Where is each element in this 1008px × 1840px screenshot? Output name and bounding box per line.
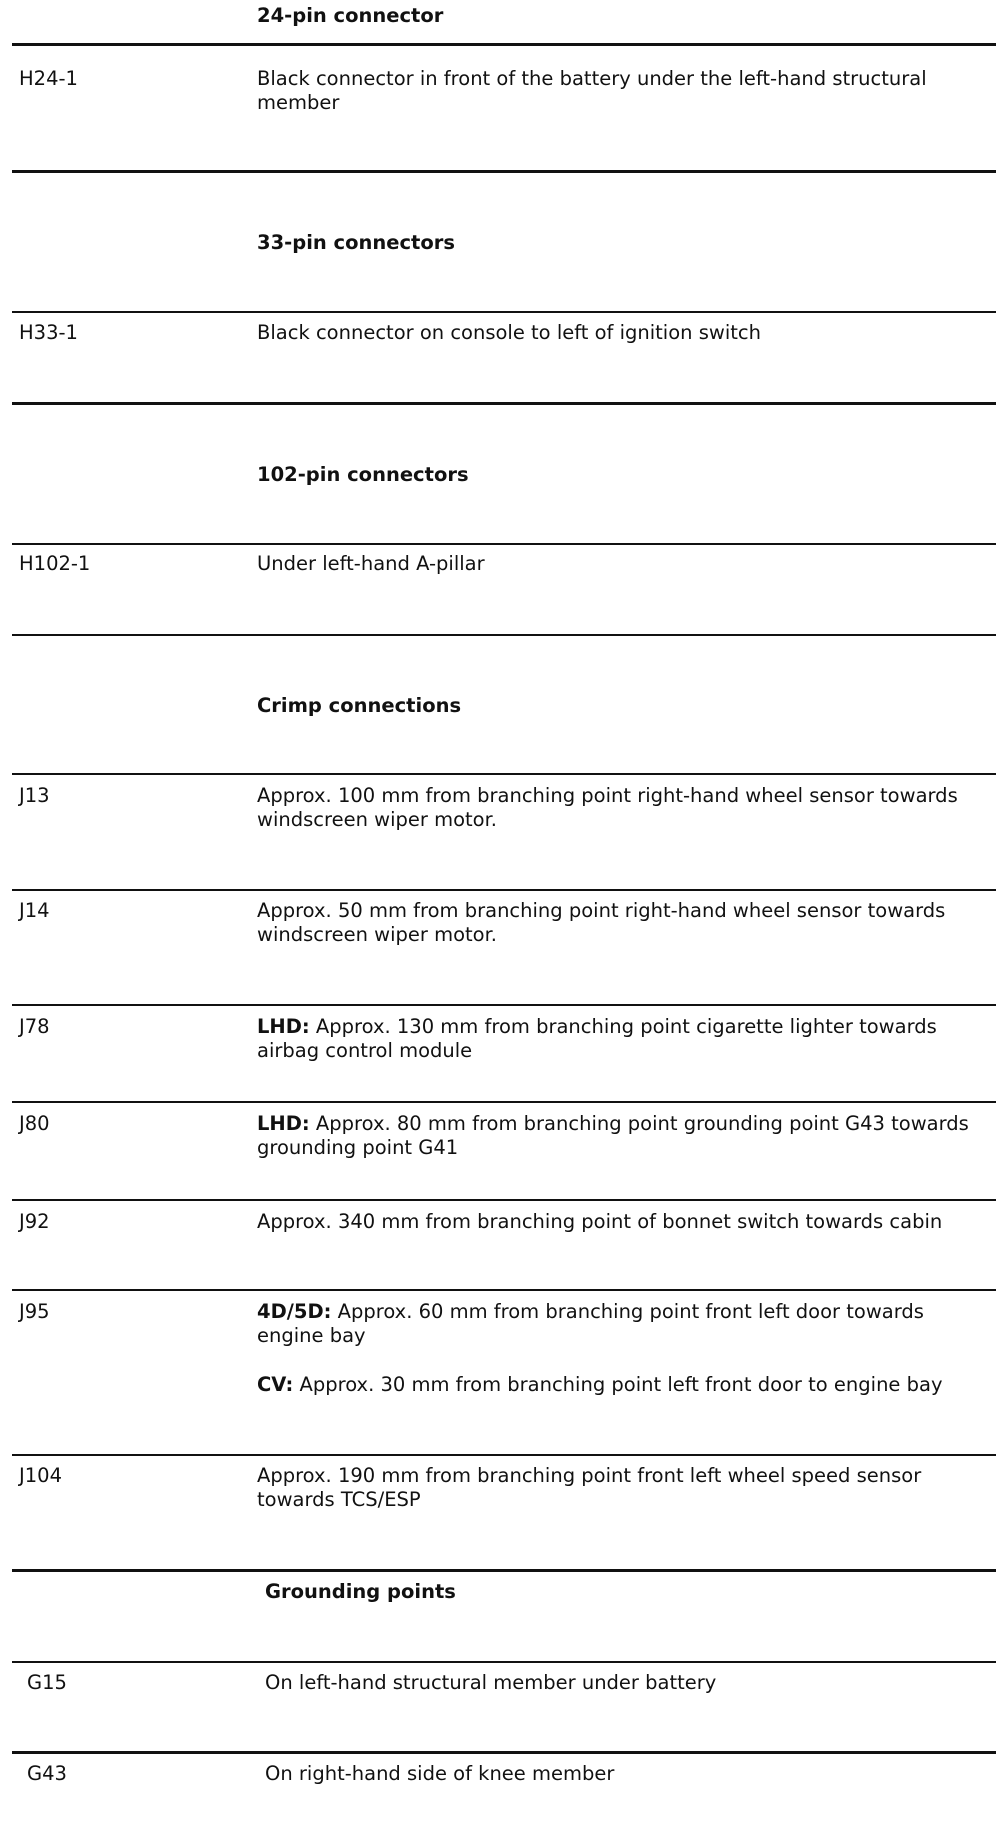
row-desc-j104: Approx. 190 mm from branching point front left wheel speed sensor towards TCS/ESP <box>257 1464 922 1511</box>
row-code-j92: J92 <box>19 1210 50 1233</box>
row-desc-text: Approx. 30 mm from branching point left front door to engine bay <box>293 1373 943 1396</box>
row-desc-h102-1: Under left-hand A-pillar <box>257 552 485 575</box>
row-desc-j13: Approx. 100 mm from branching point right-hand wheel sensor towards windscreen wiper motor. <box>257 784 958 831</box>
row-desc-g15: On left-hand structural member under battery <box>265 1671 717 1694</box>
table-divider <box>12 1751 996 1754</box>
row-code-j95: J95 <box>19 1300 50 1323</box>
row-code-h33-1: H33-1 <box>19 321 78 344</box>
table-divider <box>12 170 996 173</box>
row-prefix-lhd: LHD: <box>257 1112 310 1135</box>
row-desc-text: Approx. 60 mm from branching point front left door towards engine bay <box>257 1300 924 1347</box>
row-desc-h33-1: Black connector on console to left of ignition switch <box>257 321 761 344</box>
row-prefix-cv: CV: <box>257 1373 294 1396</box>
row-desc-j95 <box>257 1300 992 1397</box>
table-divider <box>12 1569 996 1572</box>
row-code-j13: J13 <box>19 784 50 807</box>
row-prefix-4d5d: 4D/5D: <box>257 1300 332 1323</box>
row-desc-j78 <box>257 1015 992 1063</box>
row-code-j104: J104 <box>19 1464 62 1487</box>
section-heading-grounding: Grounding points <box>265 1580 456 1603</box>
table-divider <box>12 402 996 405</box>
table-divider <box>12 1004 996 1006</box>
row-desc-text: Approx. 130 mm from branching point cigarette lighter towards airbag control module <box>257 1015 937 1062</box>
section-heading-crimp: Crimp connections <box>257 694 462 717</box>
row-code-h24-1: H24-1 <box>19 67 78 90</box>
table-divider <box>12 1199 996 1201</box>
table-divider <box>12 1661 996 1663</box>
row-desc-j14: Approx. 50 mm from branching point right-hand wheel sensor towards windscreen wiper motor. <box>257 899 946 946</box>
section-heading-33-pin: 33-pin connectors <box>257 231 455 254</box>
table-divider <box>12 1101 996 1103</box>
row-code-j80: J80 <box>19 1112 50 1135</box>
row-prefix-lhd: LHD: <box>257 1015 310 1038</box>
table-divider <box>12 1289 996 1291</box>
table-divider <box>12 43 996 46</box>
row-desc-h24-1: Black connector in front of the battery under the left-hand structural member <box>257 67 927 114</box>
row-code-h102-1: H102-1 <box>19 552 91 575</box>
table-divider <box>12 634 996 636</box>
row-desc-j92: Approx. 340 mm from branching point of bonnet switch towards cabin <box>257 1210 943 1233</box>
row-paragraph <box>257 1373 992 1397</box>
row-code-g15: G15 <box>27 1671 67 1694</box>
row-code-g43: G43 <box>27 1762 67 1785</box>
table-divider <box>12 311 996 313</box>
row-code-j78: J78 <box>19 1015 50 1038</box>
row-desc-text: Approx. 80 mm from branching point grounding point G43 towards grounding point G41 <box>257 1112 969 1159</box>
table-divider <box>12 889 996 891</box>
row-code-j14: J14 <box>19 899 50 922</box>
section-heading-102-pin: 102-pin connectors <box>257 463 469 486</box>
table-divider <box>12 1454 996 1456</box>
table-divider <box>12 543 996 545</box>
row-desc-g43: On right-hand side of knee member <box>265 1762 615 1785</box>
table-divider <box>12 773 996 775</box>
row-paragraph <box>257 1300 992 1348</box>
row-desc-j80 <box>257 1112 992 1160</box>
section-heading-24-pin: 24-pin connector <box>257 4 444 27</box>
